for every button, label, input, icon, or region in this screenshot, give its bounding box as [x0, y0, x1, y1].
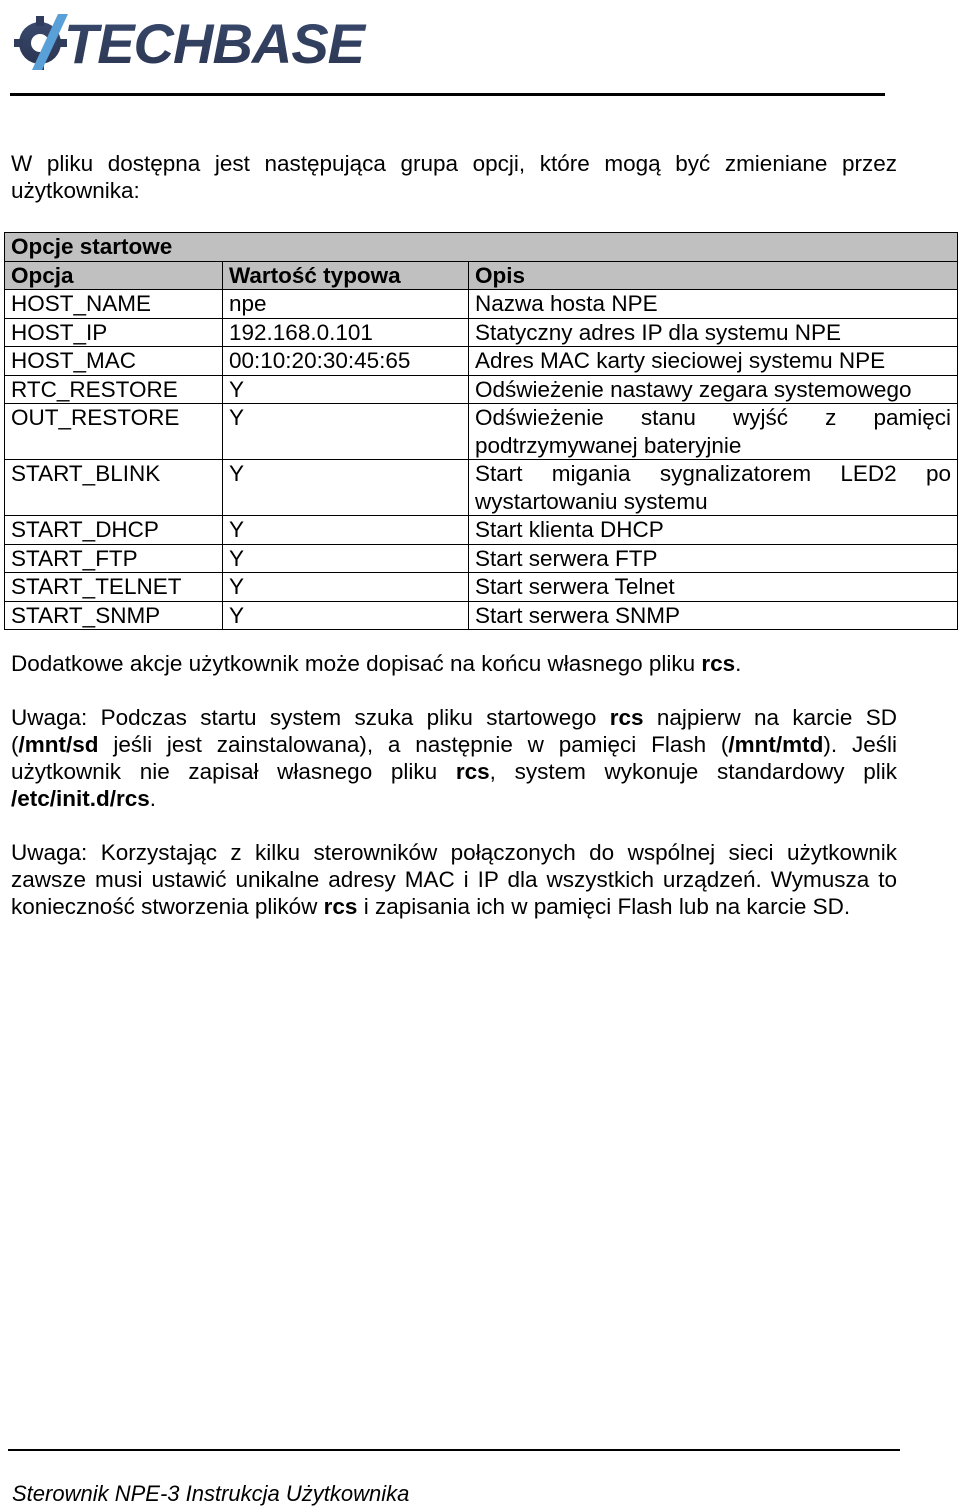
option-cell: HOST_IP [5, 318, 223, 347]
intro-text: W pliku dostępna jest następująca grupa opcji, które mogą być zmieniane przez użytkownika: [11, 151, 897, 203]
option-cell: OUT_RESTORE [5, 404, 223, 460]
techbase-logo [14, 8, 394, 74]
table-row [5, 347, 958, 376]
table-row [5, 290, 958, 319]
table-row [5, 375, 958, 404]
logo-text: TECHBASE [64, 12, 365, 74]
text: jeśli jest zainstalowana), a następnie w pamięci Flash ( [98, 732, 729, 757]
footer-rule [8, 1449, 900, 1451]
path: /mnt/mtd [728, 732, 824, 757]
options-table [4, 232, 958, 630]
header-rule [10, 93, 885, 96]
description-cell: Start migania sygnalizatorem LED2 po wystartowaniu systemu [469, 460, 958, 516]
column-header-value: Wartość typowa [223, 261, 469, 290]
path: /etc/init.d/rcs [11, 786, 150, 811]
text: Uwaga: Korzystając z kilku sterowników połączonych do wspólnej sieci użytkownik zawsze musi ustawić unikalne adresy MAC i IP dla wszystkich urządzeń. Wymusza to konieczność stworzenia plików [11, 840, 897, 919]
value-cell: 192.168.0.101 [223, 318, 469, 347]
option-cell: START_BLINK [5, 460, 223, 516]
description-cell: Statyczny adres IP dla systemu NPE [469, 318, 958, 347]
table-title-row [5, 233, 958, 262]
table-row [5, 460, 958, 516]
description-cell: Start serwera FTP [469, 544, 958, 573]
option-cell: HOST_NAME [5, 290, 223, 319]
description-cell: Adres MAC karty sieciowej systemu NPE [469, 347, 958, 376]
value-cell: Y [223, 544, 469, 573]
description-cell: Odświeżenie nastawy zegara systemowego [469, 375, 958, 404]
text: Dodatkowe akcje użytkownik może dopisać na końcu własnego pliku [11, 651, 702, 676]
option-cell: START_FTP [5, 544, 223, 573]
option-cell: START_DHCP [5, 516, 223, 545]
paragraph-additional-actions [11, 650, 897, 677]
table-row [5, 573, 958, 602]
table-row [5, 516, 958, 545]
table-row [5, 318, 958, 347]
value-cell: Y [223, 601, 469, 630]
description-cell: Start serwera SNMP [469, 601, 958, 630]
value-cell: Y [223, 573, 469, 602]
option-cell: RTC_RESTORE [5, 375, 223, 404]
description-cell: Nazwa hosta NPE [469, 290, 958, 319]
table-row [5, 404, 958, 460]
text: i zapisania ich w pamięci Flash lub na karcie SD. [357, 894, 851, 919]
value-cell: npe [223, 290, 469, 319]
file-name: rcs [455, 759, 490, 784]
value-cell: Y [223, 375, 469, 404]
text: . [735, 651, 742, 676]
file-name: rcs [323, 894, 358, 919]
file-name: rcs [609, 705, 644, 730]
table-header-row [5, 261, 958, 290]
value-cell: Y [223, 404, 469, 460]
paragraph-note-startup [11, 704, 897, 812]
column-header-description: Opis [469, 261, 958, 290]
file-name: rcs [701, 651, 736, 676]
text: ). Jeśli użytkownik nie zapisał własnego pliku [11, 732, 897, 784]
table-row [5, 544, 958, 573]
table-title: Opcje startowe [5, 233, 958, 262]
path: /mnt/sd [18, 732, 99, 757]
value-cell: Y [223, 460, 469, 516]
footer-text: Sterownik NPE-3 Instrukcja Użytkownika [12, 1481, 410, 1506]
text: Uwaga: Podczas startu system szuka pliku startowego [11, 705, 610, 730]
text: , system wykonuje standardowy plik [489, 759, 897, 784]
description-cell: Start serwera Telnet [469, 573, 958, 602]
text: . [149, 786, 157, 811]
description-cell: Odświeżenie stanu wyjść z pamięci podtrzymywanej bateryjnie [469, 404, 958, 460]
value-cell: 00:10:20:30:45:65 [223, 347, 469, 376]
option-cell: HOST_MAC [5, 347, 223, 376]
column-header-option: Opcja [5, 261, 223, 290]
text: najpierw na karcie SD ( [11, 705, 897, 757]
value-cell: Y [223, 516, 469, 545]
paragraph-note-network [11, 839, 897, 920]
table-row [5, 601, 958, 630]
description-cell: Start klienta DHCP [469, 516, 958, 545]
option-cell: START_SNMP [5, 601, 223, 630]
option-cell: START_TELNET [5, 573, 223, 602]
